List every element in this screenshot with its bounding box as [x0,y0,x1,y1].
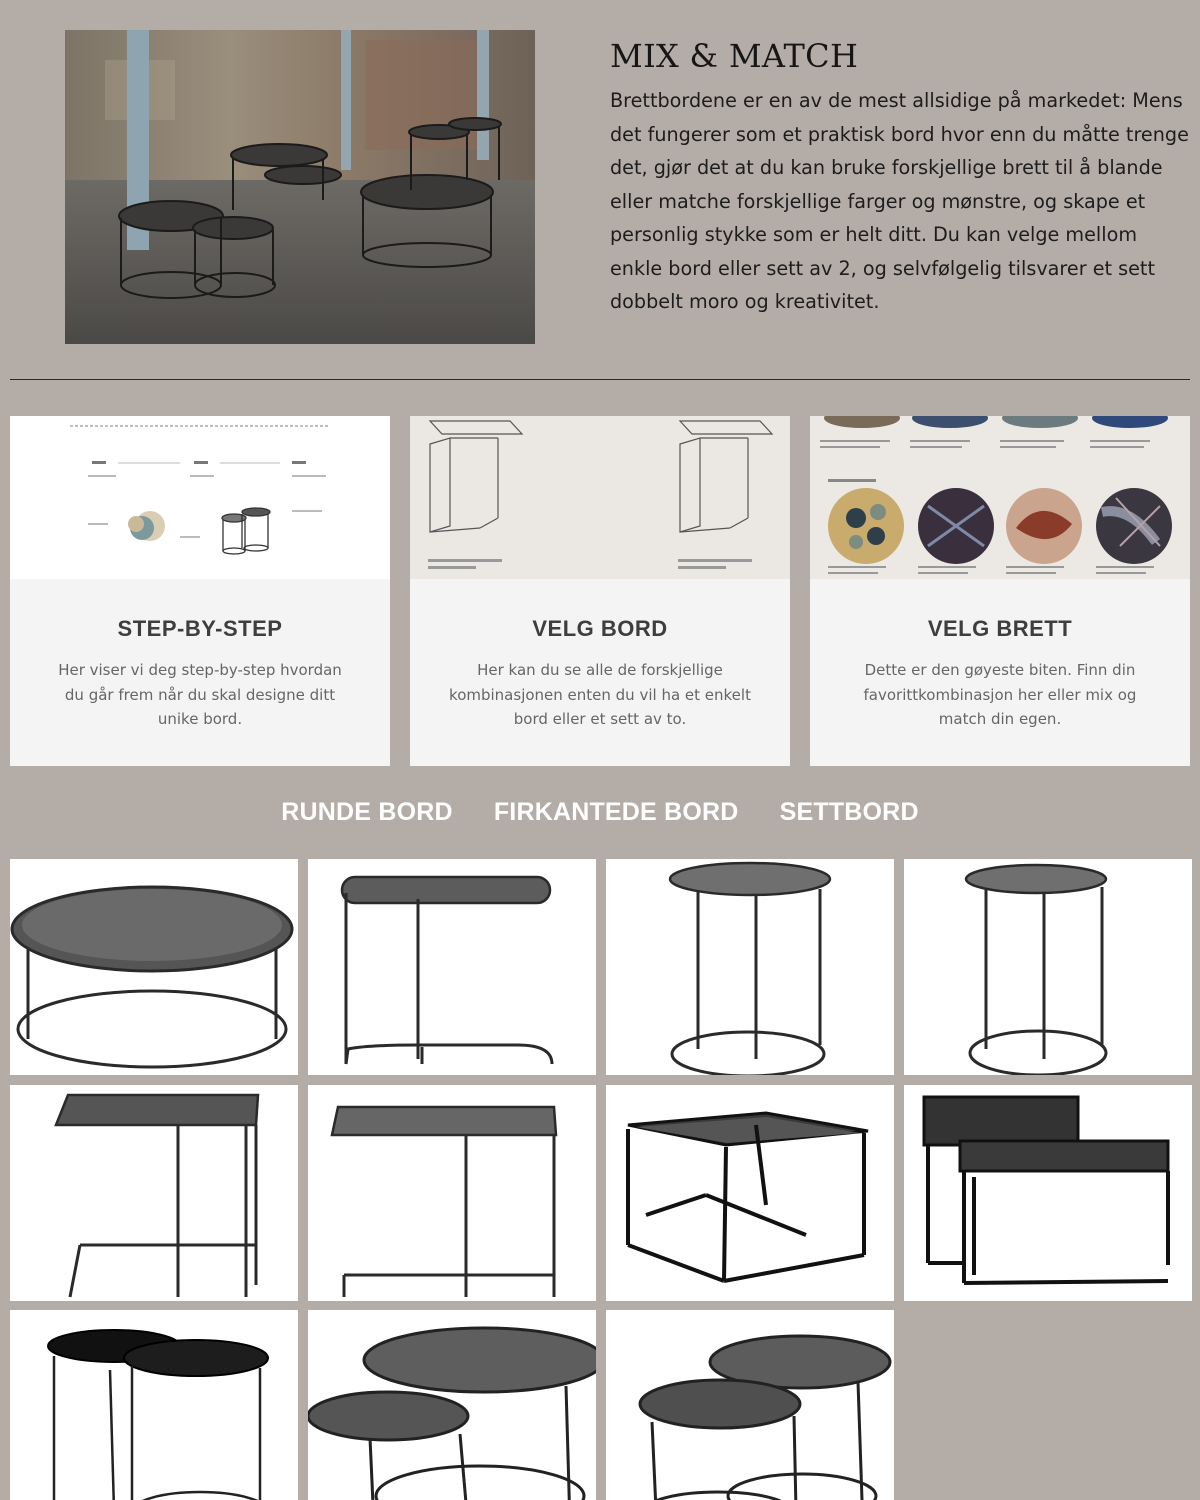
product-tile[interactable] [904,1085,1192,1301]
card-description: Her kan du se alle de forskjellige kombinasjonen enten du vil ha et enkelt bord eller et sett av to. [449,661,751,728]
product-tile[interactable] [904,859,1192,1075]
rectangle-side-table-icon [308,1085,596,1301]
velg-bord-thumbnail [410,416,790,579]
hero-photo [65,30,535,344]
square-side-table-icon [10,1085,298,1301]
product-tile[interactable] [10,1085,298,1301]
round-nesting-tables-icon [308,1310,596,1500]
round-nesting-tables-icon [10,1310,298,1500]
hero-title: MIX & MATCH [610,37,859,75]
velg-brett-thumbnail [810,416,1190,579]
round-side-table-icon [904,859,1192,1075]
oblong-side-table-icon [308,859,596,1075]
tab-firkantede-bord[interactable]: FIRKANTEDE BORD [493,798,739,826]
square-nesting-tables-icon [904,1085,1192,1301]
card-velg-bord[interactable] [410,416,790,766]
card-title: VELG BORD [532,616,668,641]
card-velg-brett[interactable] [810,416,1190,766]
section-divider [10,379,1190,380]
card-step-by-step[interactable] [10,416,390,766]
step-by-step-thumbnail [10,416,390,579]
card-description: Dette er den gøyeste biten. Finn din favorittkombinasjon her eller mix og match din egen. [863,661,1137,728]
square-nesting-tables-icon [606,1085,894,1301]
product-tile[interactable] [308,859,596,1075]
product-tile[interactable] [308,1085,596,1301]
product-tile[interactable] [10,1310,298,1500]
round-nesting-tables-icon [606,1310,894,1500]
hero-text-block [610,36,1195,319]
product-tile[interactable] [606,859,894,1075]
category-tabs [0,798,1200,827]
card-title: STEP-BY-STEP [117,616,283,641]
tab-runde-bord[interactable]: RUNDE BORD [281,798,453,826]
hero-description: Brettbordene er en av de mest allsidige på markedet: Mens det fungerer som et praktisk bord hvor enn du måtte trenge det, gjør det at du kan bruke forskjellige brett til å blande eller matche forskjellige farger og mønstre, og skape et personlig stykke som er helt ditt. Du kan velge mellom enkle bord eller sett av 2, og selvfølgelig tilsvarer et sett dobbelt moro og kreativitet. [610,89,1189,313]
product-tile[interactable] [606,1310,894,1500]
tab-settbord[interactable]: SETTBORD [779,798,919,826]
card-description: Her viser vi deg step-by-step hvordan du går frem når du skal designe ditt unike bord. [58,661,342,728]
card-title: VELG BRETT [927,616,1073,641]
product-tile[interactable] [308,1310,596,1500]
round-side-table-icon [606,859,894,1075]
round-coffee-table-icon [10,859,298,1075]
product-tile[interactable] [606,1085,894,1301]
product-tile[interactable] [10,859,298,1075]
